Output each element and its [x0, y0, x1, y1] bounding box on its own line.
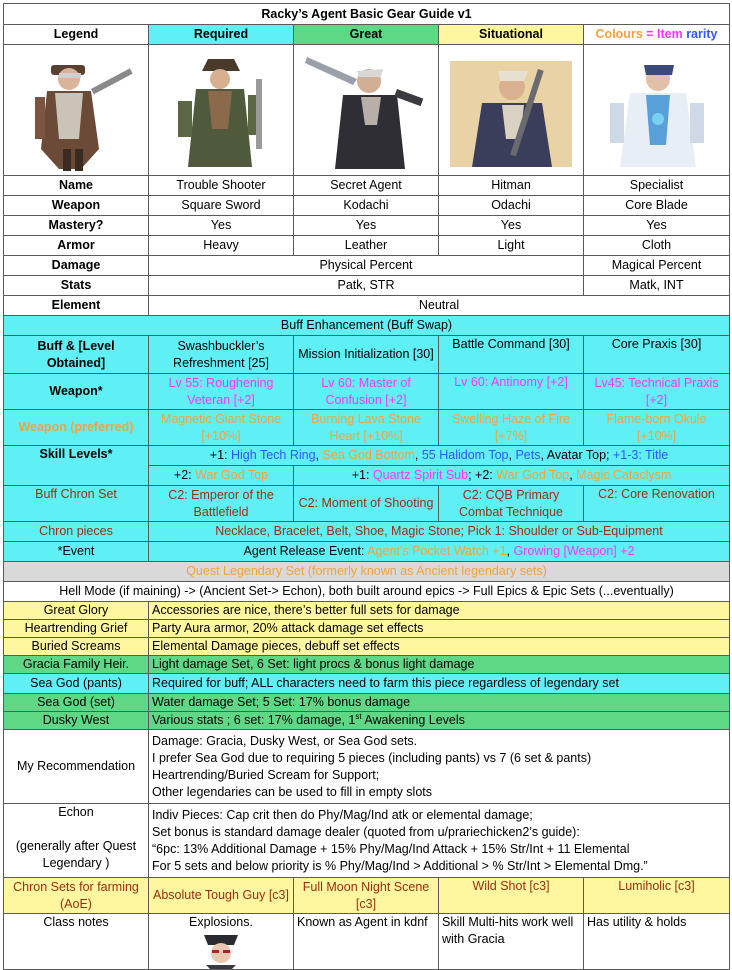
dusky-pre: Various stats ; 6 set: 17% damage, 1: [152, 713, 356, 727]
war-god-top: War God Top: [195, 468, 269, 482]
armor-type: Leather: [294, 236, 439, 256]
weapon-type: Square Sword: [149, 196, 294, 216]
buff-chron: C2: Emperor of the Battlefield: [149, 486, 294, 522]
weapon-type: Core Blade: [584, 196, 730, 216]
buff-level-label: Buff & [Level Obtained]: [4, 336, 149, 374]
header-great: Great: [294, 25, 439, 45]
event-label: *Event: [4, 542, 149, 562]
echon-text: [149, 804, 730, 878]
class-note: Skill Multi-hits work well with Gracia: [439, 914, 584, 970]
buff-level: Swashbuckler’s Refreshment [25]: [149, 336, 294, 374]
skill-levels-line-1: [149, 446, 730, 466]
colours-eq: =: [642, 27, 658, 41]
quest-section-title: Quest Legendary Set (formerly known as Ancient legendary sets): [4, 562, 730, 582]
sep: ,: [506, 544, 514, 558]
skill-levels-line-2a: [149, 466, 294, 486]
growing-weapon: Growing [Weapon] +2: [513, 544, 635, 558]
row-label-damage: Damage: [4, 256, 149, 276]
header-required: Required: [149, 25, 294, 45]
colours-rarity: rarity: [682, 27, 718, 41]
dusky-post: Awakening Levels: [361, 713, 465, 727]
high-tech-ring: High Tech Ring: [230, 448, 316, 462]
header-situational: Situational: [439, 25, 584, 45]
buff-pref-label: Weapon (preferred): [4, 410, 149, 446]
class-name: Secret Agent: [294, 176, 439, 196]
recommendation-line: Heartrending/Buried Scream for Support;: [152, 767, 380, 782]
spacer: [7, 821, 145, 838]
legendary-set-desc: Accessories are nice, there’s better full sets for damage: [149, 602, 730, 620]
specialist-portrait: [588, 47, 726, 173]
legendary-set-name: Gracia Family Heir.: [4, 656, 149, 674]
war-god-top: War God Top: [496, 468, 570, 482]
legendary-set-name: Great Glory: [4, 602, 149, 620]
armor-type: Light: [439, 236, 584, 256]
buff-chron-label: Buff Chron Set: [4, 486, 149, 522]
title-source: +1-3: Title: [612, 448, 669, 462]
buff-weapon: Lv 60: Antinomy [+2]: [439, 374, 584, 410]
colours-item: Item: [657, 27, 683, 41]
legend-portrait: [7, 47, 145, 173]
sep: ,: [508, 448, 516, 462]
header-colours: [584, 25, 730, 45]
buff-chron: C2: CQB Primary Combat Technique: [439, 486, 584, 522]
sep: , Avatar Top;: [540, 448, 613, 462]
element-value: Neutral: [149, 296, 730, 316]
legendary-set-name: Buried Screams: [4, 638, 149, 656]
echon-line: For 5 sets and below priority is % Phy/Mag/Ind > Additional > % Str/Int > Elemental Dmg.”: [152, 858, 648, 873]
stats-magical: Matk, INT: [584, 276, 730, 296]
buff-section-title: Buff Enhancement (Buff Swap): [4, 316, 730, 336]
buff-pref-weapon: Flame-born Okulo [+10%]: [584, 410, 730, 446]
skill-levels-label: Skill Levels*: [4, 446, 149, 486]
hell-mode-path: Hell Mode (if maining) -> (Ancient Set-> Echon), both built around epics -> Full Epics & Epic Sets (...eventually): [4, 582, 730, 602]
damage-physical: Physical Percent: [149, 256, 584, 276]
dusky-sup: st: [355, 711, 362, 721]
damage-magical: Magical Percent: [584, 256, 730, 276]
quartz-spirit-sub: Quartz Spirit Sub: [372, 468, 469, 482]
echon-line: “6pc: 13% Additional Damage + 15% Phy/Mag/Ind Attack + 15% Str/Int + 11 Elemental: [152, 841, 630, 856]
legendary-set-desc: Required for buff; ALL characters need to farm this piece regardless of legendary set: [149, 674, 730, 694]
sep: ,: [569, 468, 577, 482]
recommendation-line: I prefer Sea God due to requiring 5 pieces (including pants) vs 7 (6 set & pants): [152, 750, 592, 765]
buff-weapon-label: Weapon*: [4, 374, 149, 410]
portrait-cell-legend: [4, 45, 149, 176]
skill-prefix: +2:: [173, 468, 196, 482]
stats-physical: Patk, STR: [149, 276, 584, 296]
class-note: Known as Agent in kdnf: [294, 914, 439, 970]
armor-type: Heavy: [149, 236, 294, 256]
explosion-character-icon: [198, 931, 244, 969]
class-note: Explosions.: [189, 915, 253, 929]
row-label-armor: Armor: [4, 236, 149, 256]
skill-prefix: +1:: [351, 468, 373, 482]
echon-line: Set bonus is standard damage dealer (quoted from u/prariechicken2’s guide):: [152, 824, 580, 839]
magic-cataclysm: Magic Cataclysm: [576, 468, 672, 482]
legendary-set-desc: Elemental Damage pieces, debuff set effects: [149, 638, 730, 656]
skill-prefix: +1:: [209, 448, 231, 462]
legendary-set-name: Heartrending Grief: [4, 620, 149, 638]
sep: ; +2:: [468, 468, 497, 482]
buff-weapon: Lv 55: Roughening Veteran [+2]: [149, 374, 294, 410]
weapon-type: Kodachi: [294, 196, 439, 216]
legendary-set-desc: Light damage Set, 6 Set: light procs & bonus light damage: [149, 656, 730, 674]
gear-guide-table: [3, 3, 730, 970]
legendary-set-name: Sea God (pants): [4, 674, 149, 694]
pocket-watch: Agent’s Pocket Watch +1: [367, 544, 507, 558]
buff-pref-weapon: Magnetic Giant Stone [+10%]: [149, 410, 294, 446]
echon-label: Echon: [58, 805, 94, 819]
farming-set: Full Moon Night Scene [c3]: [294, 878, 439, 914]
guide-title: Racky’s Agent Basic Gear Guide v1: [4, 4, 730, 25]
pets: Pets: [515, 448, 541, 462]
event-prefix: Agent Release Event:: [243, 544, 368, 558]
class-notes-label: Class notes: [4, 914, 149, 970]
halidom-top: 55 Halidom Top: [421, 448, 509, 462]
legendary-set-desc: [149, 712, 730, 730]
chron-pieces-label: Chron pieces: [4, 522, 149, 542]
legendary-set-name: Dusky West: [4, 712, 149, 730]
trouble-shooter-portrait: [152, 47, 290, 173]
chron-pieces: Necklace, Bracelet, Belt, Shoe, Magic Stone; Pick 1: Shoulder or Sub-Equipment: [149, 522, 730, 542]
buff-chron: C2: Moment of Shooting: [294, 486, 439, 522]
class-name: Trouble Shooter: [149, 176, 294, 196]
recommendation-line: Other legendaries can be used to fill in empty slots: [152, 784, 433, 799]
buff-weapon: Lv 60: Master of Confusion [+2]: [294, 374, 439, 410]
recommendation-label: My Recommendation: [4, 730, 149, 804]
echon-sublabel: (generally after Quest Legendary ): [15, 839, 137, 870]
farming-set: Lumiholic [c3]: [584, 878, 730, 914]
legendary-set-desc: Party Aura armor, 20% attack damage set effects: [149, 620, 730, 638]
buff-level: Core Praxis [30]: [584, 336, 730, 374]
mastery-value: Yes: [584, 216, 730, 236]
mastery-value: Yes: [294, 216, 439, 236]
portrait-cell-secret-agent: [294, 45, 439, 176]
row-label-name: Name: [4, 176, 149, 196]
echon-label-cell: [4, 804, 149, 878]
sep: ,: [414, 448, 422, 462]
hitman-portrait: [442, 47, 580, 173]
farming-set: Wild Shot [c3]: [439, 878, 584, 914]
mastery-value: Yes: [439, 216, 584, 236]
buff-level: Mission Initialization [30]: [294, 336, 439, 374]
buff-pref-weapon: Burning Lava Stone Heart [+10%]: [294, 410, 439, 446]
farming-label: Chron Sets for farming (AoE): [4, 878, 149, 914]
armor-type: Cloth: [584, 236, 730, 256]
class-note-cell: [149, 914, 294, 970]
legendary-set-name: Sea God (set): [4, 694, 149, 712]
class-note: Has utility & holds: [584, 914, 730, 970]
class-name: Hitman: [439, 176, 584, 196]
portrait-cell-hitman: [439, 45, 584, 176]
buff-pref-weapon: Swelling Haze of Fire [+7%]: [439, 410, 584, 446]
buff-weapon: Lv45: Technical Praxis [+2]: [584, 374, 730, 410]
class-name: Specialist: [584, 176, 730, 196]
mastery-value: Yes: [149, 216, 294, 236]
row-label-element: Element: [4, 296, 149, 316]
row-label-mastery: Mastery?: [4, 216, 149, 236]
sea-god-bottom: Sea God Bottom: [322, 448, 415, 462]
buff-chron: C2: Core Renovation: [584, 486, 730, 522]
secret-agent-portrait: [297, 47, 435, 173]
recommendation-line: Damage: Gracia, Dusky West, or Sea God sets.: [152, 733, 418, 748]
farming-set: Absolute Tough Guy [c3]: [149, 878, 294, 914]
sep: ,: [315, 448, 323, 462]
row-label-weapon: Weapon: [4, 196, 149, 216]
colours-word: Colours: [595, 27, 643, 41]
row-label-stats: Stats: [4, 276, 149, 296]
weapon-type: Odachi: [439, 196, 584, 216]
buff-level: Battle Command [30]: [439, 336, 584, 374]
event-details: [149, 542, 730, 562]
header-legend: Legend: [4, 25, 149, 45]
legendary-set-desc: Water damage Set; 5 Set: 17% bonus damage: [149, 694, 730, 712]
portrait-cell-specialist: [584, 45, 730, 176]
echon-line: Indiv Pieces: Cap crit then do Phy/Mag/Ind atk or elemental damage;: [152, 807, 533, 822]
recommendation-text: [149, 730, 730, 804]
portrait-cell-trouble-shooter: [149, 45, 294, 176]
skill-levels-line-2b: [294, 466, 730, 486]
